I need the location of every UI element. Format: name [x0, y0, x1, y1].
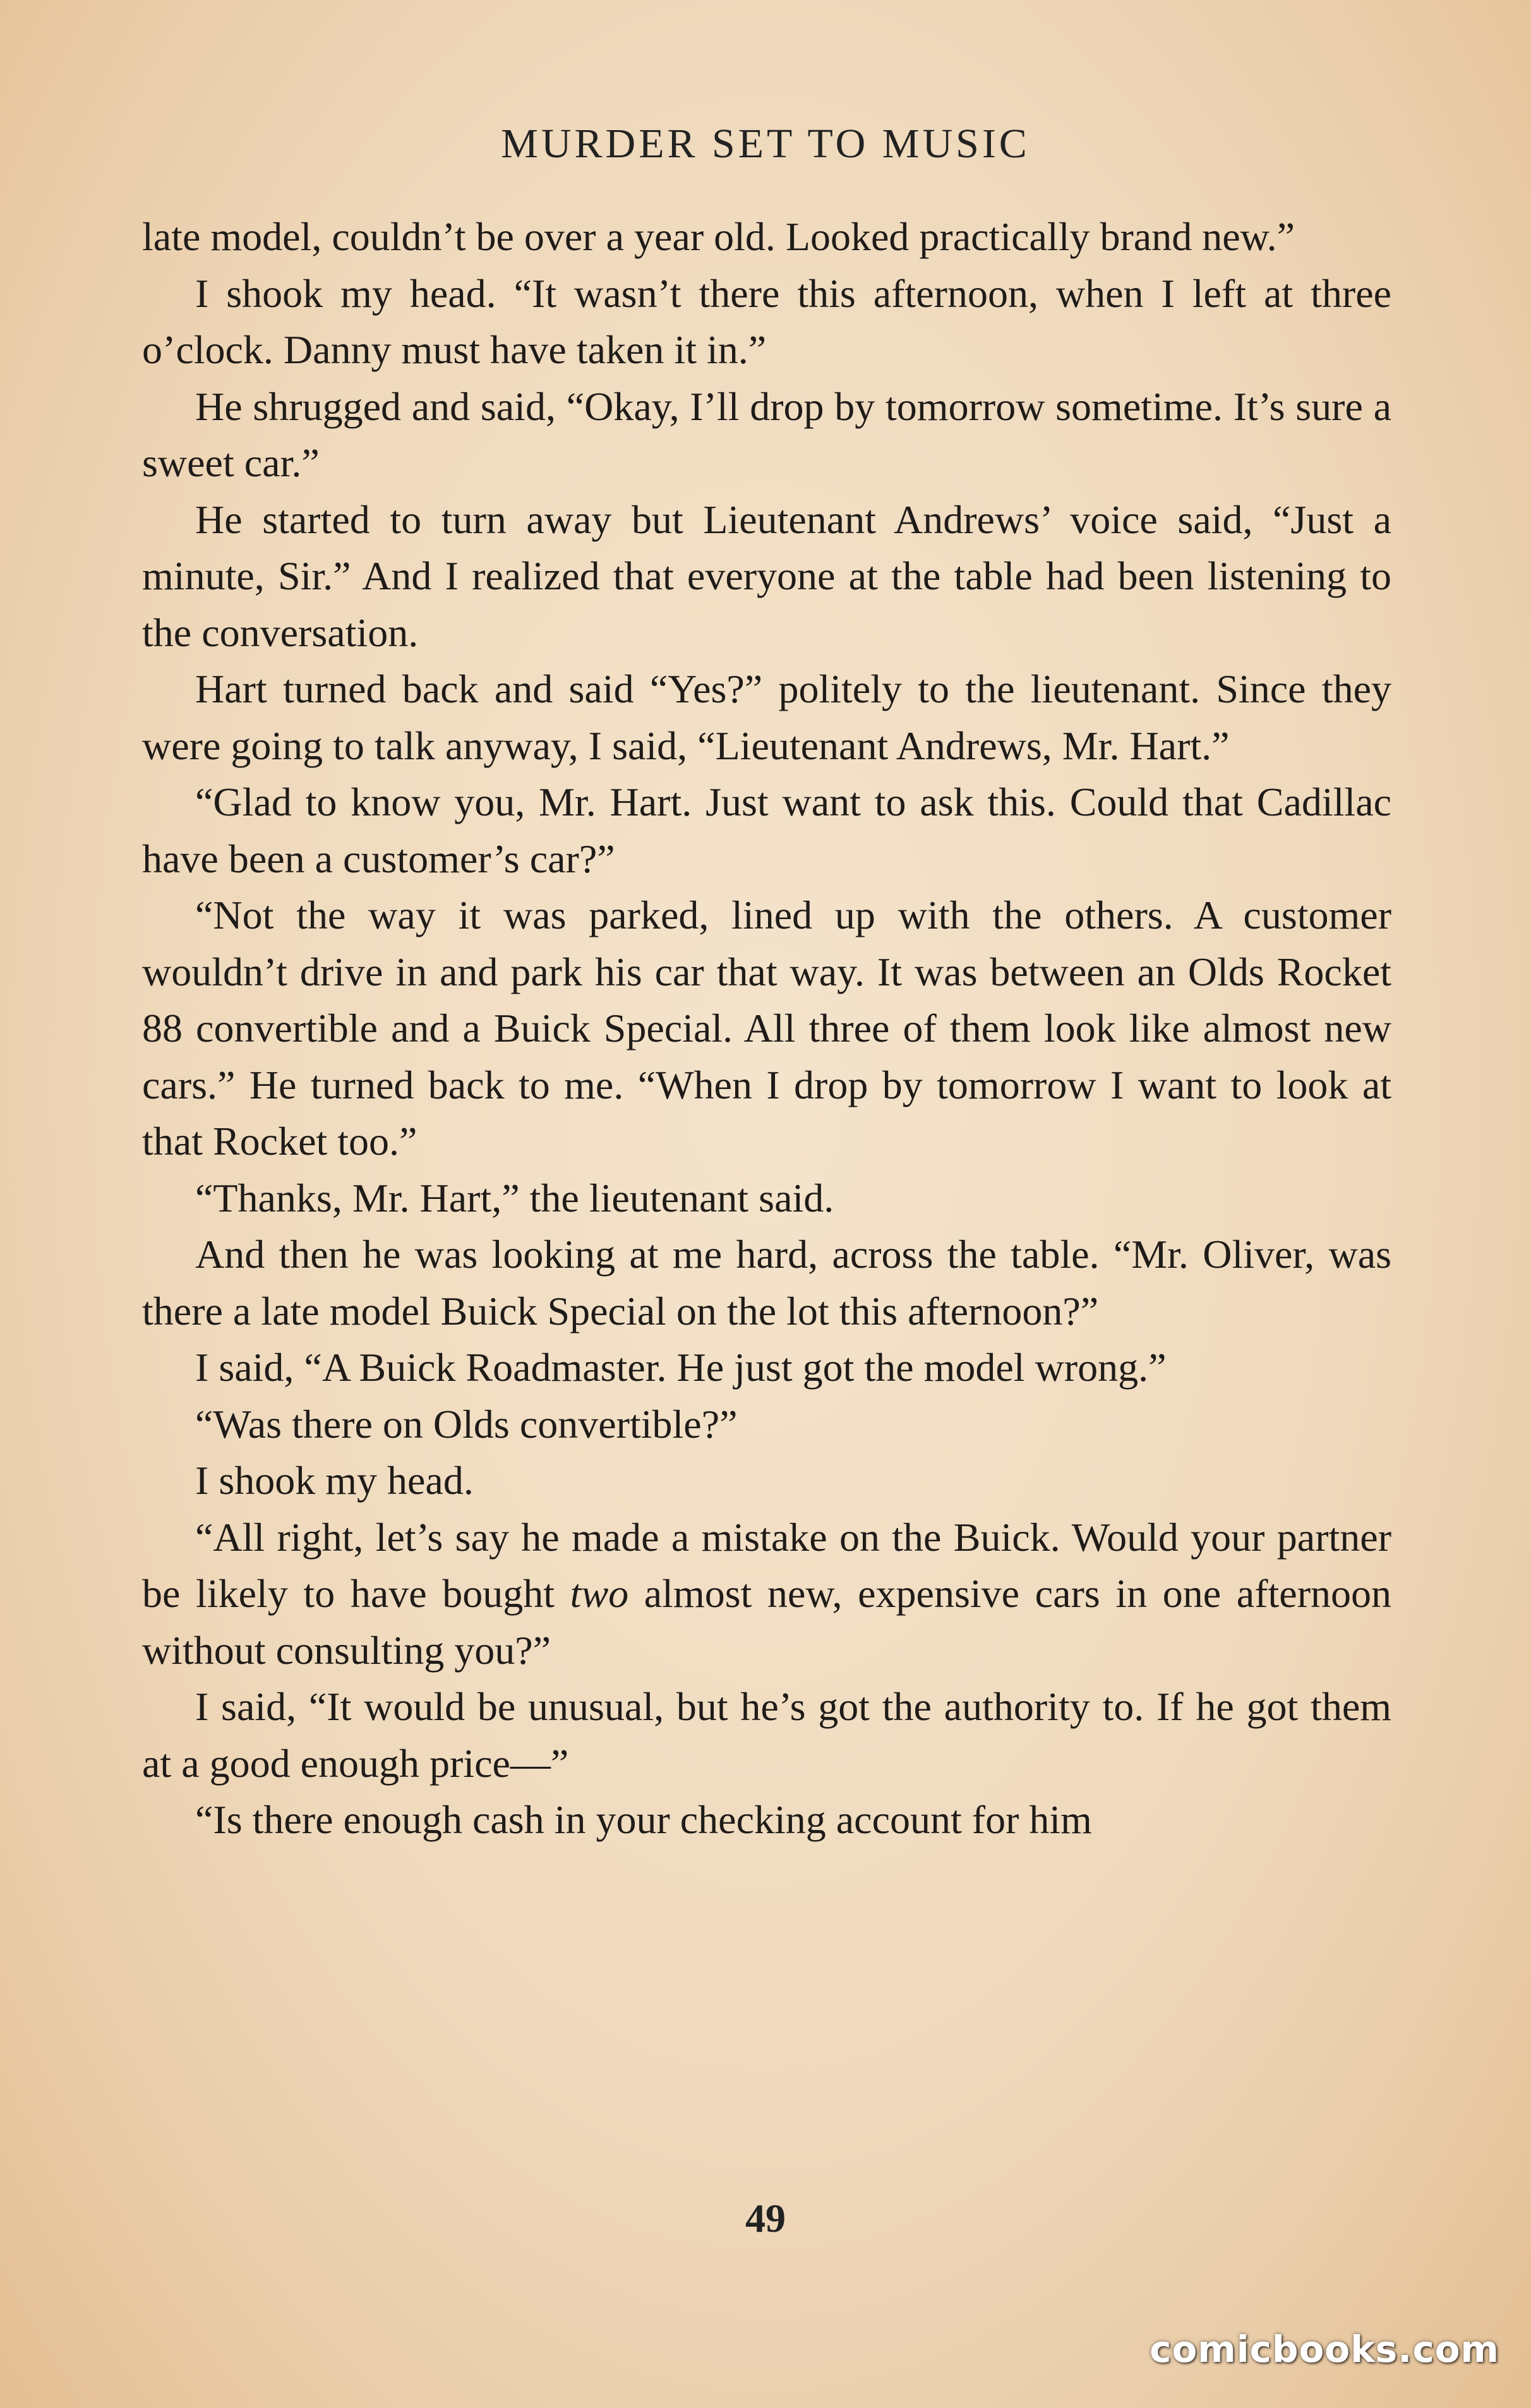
paragraph: I shook my head. “It wasn’t there this afternoon, when I left at three o’clock. Danny must have taken it in.”: [142, 270, 1391, 372]
page-number: 49: [745, 2196, 786, 2241]
paragraph: And then he was looking at me hard, across the table. “Mr. Oliver, was there a late model Buick Special on the lot this afternoon?”: [142, 1232, 1391, 1333]
paragraph: [142, 1509, 1391, 1679]
paragraph: Hart turned back and said “Yes?” politely to the lieutenant. Since they were going to talk anyway, I said, “Lieutenant Andrews, Mr. Hart.”: [142, 666, 1391, 768]
body-text: [142, 208, 1391, 1848]
paragraph: I shook my head.: [195, 1458, 474, 1503]
paragraph: “Was there on Olds convertible?”: [195, 1401, 738, 1447]
paragraph: He shrugged and said, “Okay, I’ll drop by tomorrow sometime. It’s sure a sweet car.”: [142, 383, 1391, 485]
watermark: comicbooks.com: [1150, 2328, 1499, 2371]
paragraph-text: “All right, let’s say he made a mistake on the Buick. Would your partner be likely to have bought: [142, 1514, 1391, 1616]
paragraph-text: almost new, expensive cars in one afternoon without consulting you?”: [142, 1571, 1392, 1673]
paragraph: “Not the way it was parked, lined up with the others. A customer wouldn’t drive in and park his car that way. It was between an Olds Rocket 88 convertible and a Buick Special. All three of them look like almost new cars.” He turned back to me. “When I drop by tomorrow I want to look at that Rocket too.”: [142, 893, 1391, 1164]
paragraph: I said, “A Buick Roadmaster. He just got the model wrong.”: [195, 1345, 1167, 1390]
paragraph: “Is there enough cash in your checking account for him: [195, 1797, 1092, 1842]
paragraph: “Thanks, Mr. Hart,” the lieutenant said.: [195, 1175, 834, 1220]
paragraph: I said, “It would be unusual, but he’s got the authority to. If he got them at a good enough price—”: [142, 1684, 1391, 1786]
emphasis-text: two: [570, 1571, 629, 1616]
paragraph: “Glad to know you, Mr. Hart. Just want to ask this. Could that Cadillac have been a customer’s car?”: [142, 780, 1391, 881]
paragraph: He started to turn away but Lieutenant Andrews’ voice said, “Just a minute, Sir.” And I realized that everyone at the table had been listening to the conversation.: [142, 497, 1391, 655]
paragraph: late model, couldn’t be over a year old. Looked practically brand new.”: [142, 214, 1295, 259]
running-header: MURDER SET TO MUSIC: [501, 121, 1030, 167]
